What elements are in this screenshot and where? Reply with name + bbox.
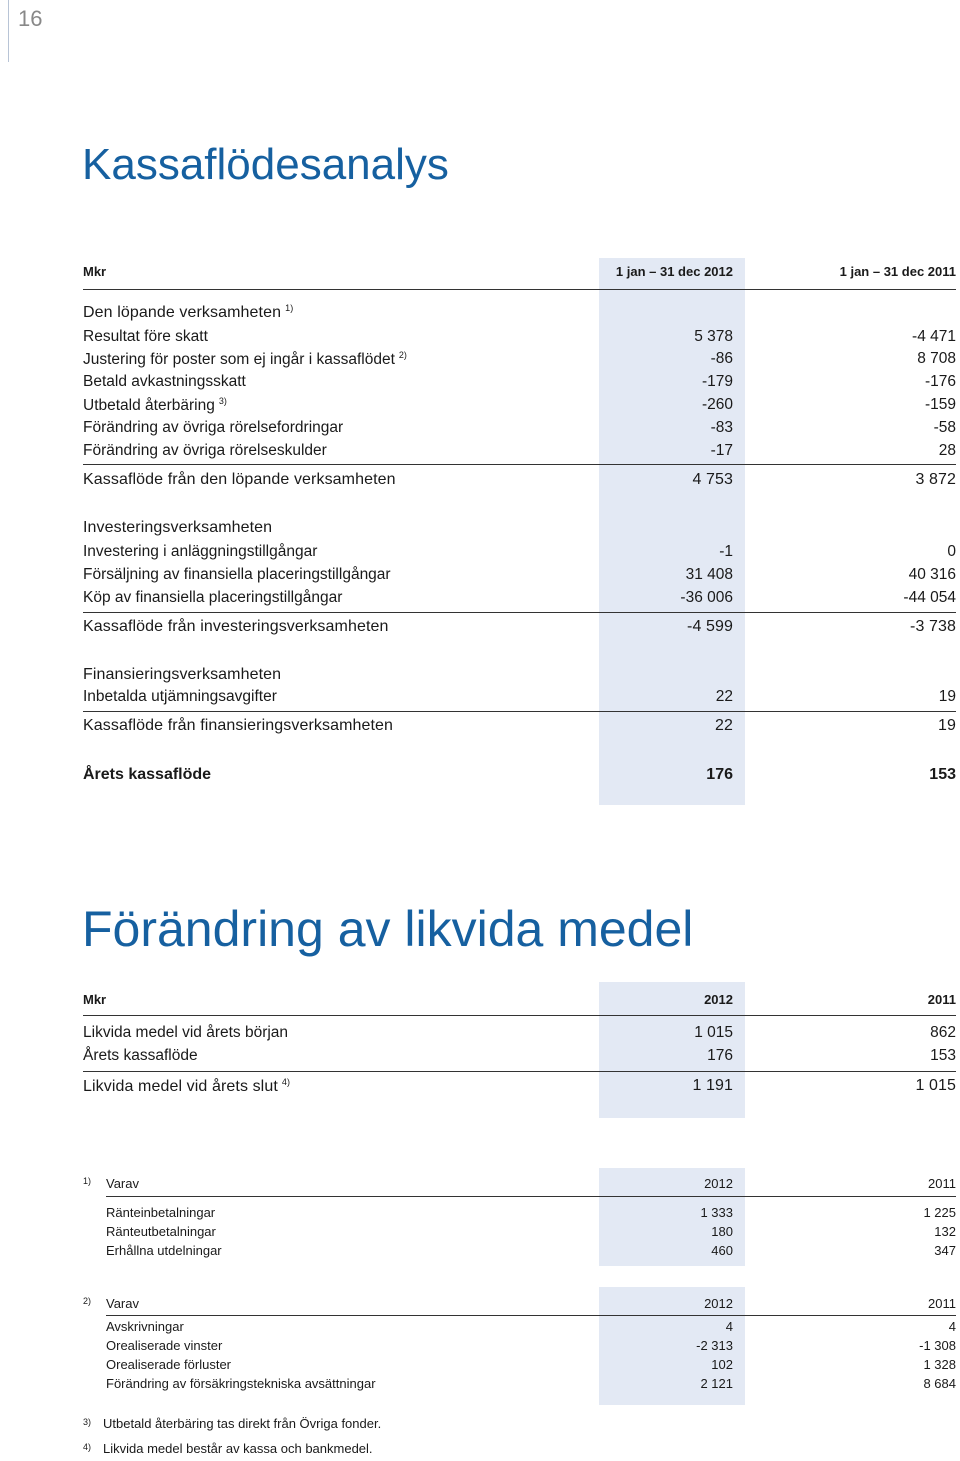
footnote-number: 2) — [83, 1296, 92, 1306]
footnote-ref: 1) — [285, 303, 294, 313]
table-row: Förändring av försäkringstekniska avsättningar 2 121 8 684 — [106, 1376, 956, 1391]
footnote-ref: 3) — [218, 396, 227, 406]
table-row: Förändring av övriga rörelsefordringar -83 -58 — [83, 419, 956, 436]
table-row: Orealiserade vinster -2 313 -1 308 — [106, 1338, 956, 1353]
table-row: Justering för poster som ej ingår i kassaflödet $^{2)}$ -86 8 708 — [83, 350, 956, 368]
table-row: Erhållna utdelningar 460 347 — [106, 1243, 956, 1258]
table-row: Betald avkastningsskatt -179 -176 — [83, 373, 956, 390]
table-row: Resultat före skatt 5 378 -4 471 — [83, 328, 956, 345]
col-2012-header: 1 jan – 31 dec 2012 — [615, 264, 733, 279]
footnote-4-text: Likvida medel består av kassa och bankmedel. — [103, 1441, 373, 1456]
subtotal-rule — [83, 711, 956, 712]
header-rule — [83, 289, 956, 290]
table-row: Investering i anläggningstillgångar -1 0 — [83, 543, 956, 560]
footnote-number: 3) — [83, 1417, 92, 1427]
table-row: Köp av finansiella placeringstillgångar -36 006 -44 054 — [83, 589, 956, 606]
section-heading-financing: Finansieringsverksamheten — [83, 666, 282, 683]
footnote-number: 4) — [83, 1442, 92, 1452]
total-row-investing: Kassaflöde från investeringsverksamheten -4 599 -3 738 — [83, 618, 956, 635]
footnote-3-text: Utbetald återbäring tas direkt från Övriga fonder. — [103, 1416, 382, 1431]
header-rule — [83, 1015, 956, 1016]
table-row: Avskrivningar 4 4 — [106, 1319, 956, 1334]
table-row: Årets kassaflöde 176 153 — [83, 1047, 956, 1064]
total-row-liquidity: Likvida medel vid årets slut $^{4)}$ 1 191 1 015 — [83, 1077, 956, 1095]
cashflow-header-row — [0, 264, 960, 288]
cashflow-title: Kassaflödesanalys — [82, 140, 449, 189]
section-heading-investing: Investeringsverksamheten — [83, 519, 273, 536]
total-row-financing: Kassaflöde från finansieringsverksamheten 22 19 — [83, 717, 956, 734]
table-row: Ränteutbetalningar 180 132 — [106, 1224, 956, 1239]
total-row-operating: Kassaflöde från den löpande verksamheten 4 753 3 872 — [83, 471, 956, 488]
page-margin-line — [8, 0, 9, 62]
table-row: Utbetald återbäring $^{3)}$ -260 -159 — [83, 396, 956, 414]
liquidity-header-row: Mkr 2012 2011 — [83, 992, 956, 1007]
table-row: Ränteinbetalningar 1 333 1 225 — [106, 1205, 956, 1220]
subtotal-rule — [83, 464, 956, 465]
table-row: Förändring av övriga rörelseskulder -17 28 — [83, 442, 956, 459]
total-row-year: Årets kassaflöde 176 153 — [83, 766, 956, 783]
page-number: 16 — [18, 6, 43, 31]
footnote-ref: 4) — [281, 1077, 291, 1087]
table-row: Orealiserade förluster 102 1 328 — [106, 1357, 956, 1372]
col-2011-header: 1 jan – 31 dec 2011 — [839, 264, 956, 279]
table-row: Försäljning av finansiella placeringstillgångar 31 408 40 316 — [83, 566, 956, 583]
header-rule — [106, 1315, 956, 1316]
fn1-header-row: Varav 2012 2011 — [106, 1176, 956, 1191]
footnote-ref: 2) — [398, 350, 407, 360]
liquidity-title: Förändring av likvida medel — [82, 901, 694, 957]
table-row: Inbetalda utjämningsavgifter 22 19 — [83, 688, 956, 705]
header-rule — [106, 1196, 956, 1197]
subtotal-rule — [83, 1071, 956, 1072]
fn2-header-row: Varav 2012 2011 — [106, 1296, 956, 1311]
subtotal-rule — [83, 612, 956, 613]
unit-label: Mkr — [83, 264, 107, 279]
footnote-number: 1) — [83, 1176, 92, 1186]
table-row: Likvida medel vid årets början 1 015 862 — [83, 1024, 956, 1041]
section-heading-operating: Den löpande verksamheten $^{1)}$ — [83, 303, 294, 321]
